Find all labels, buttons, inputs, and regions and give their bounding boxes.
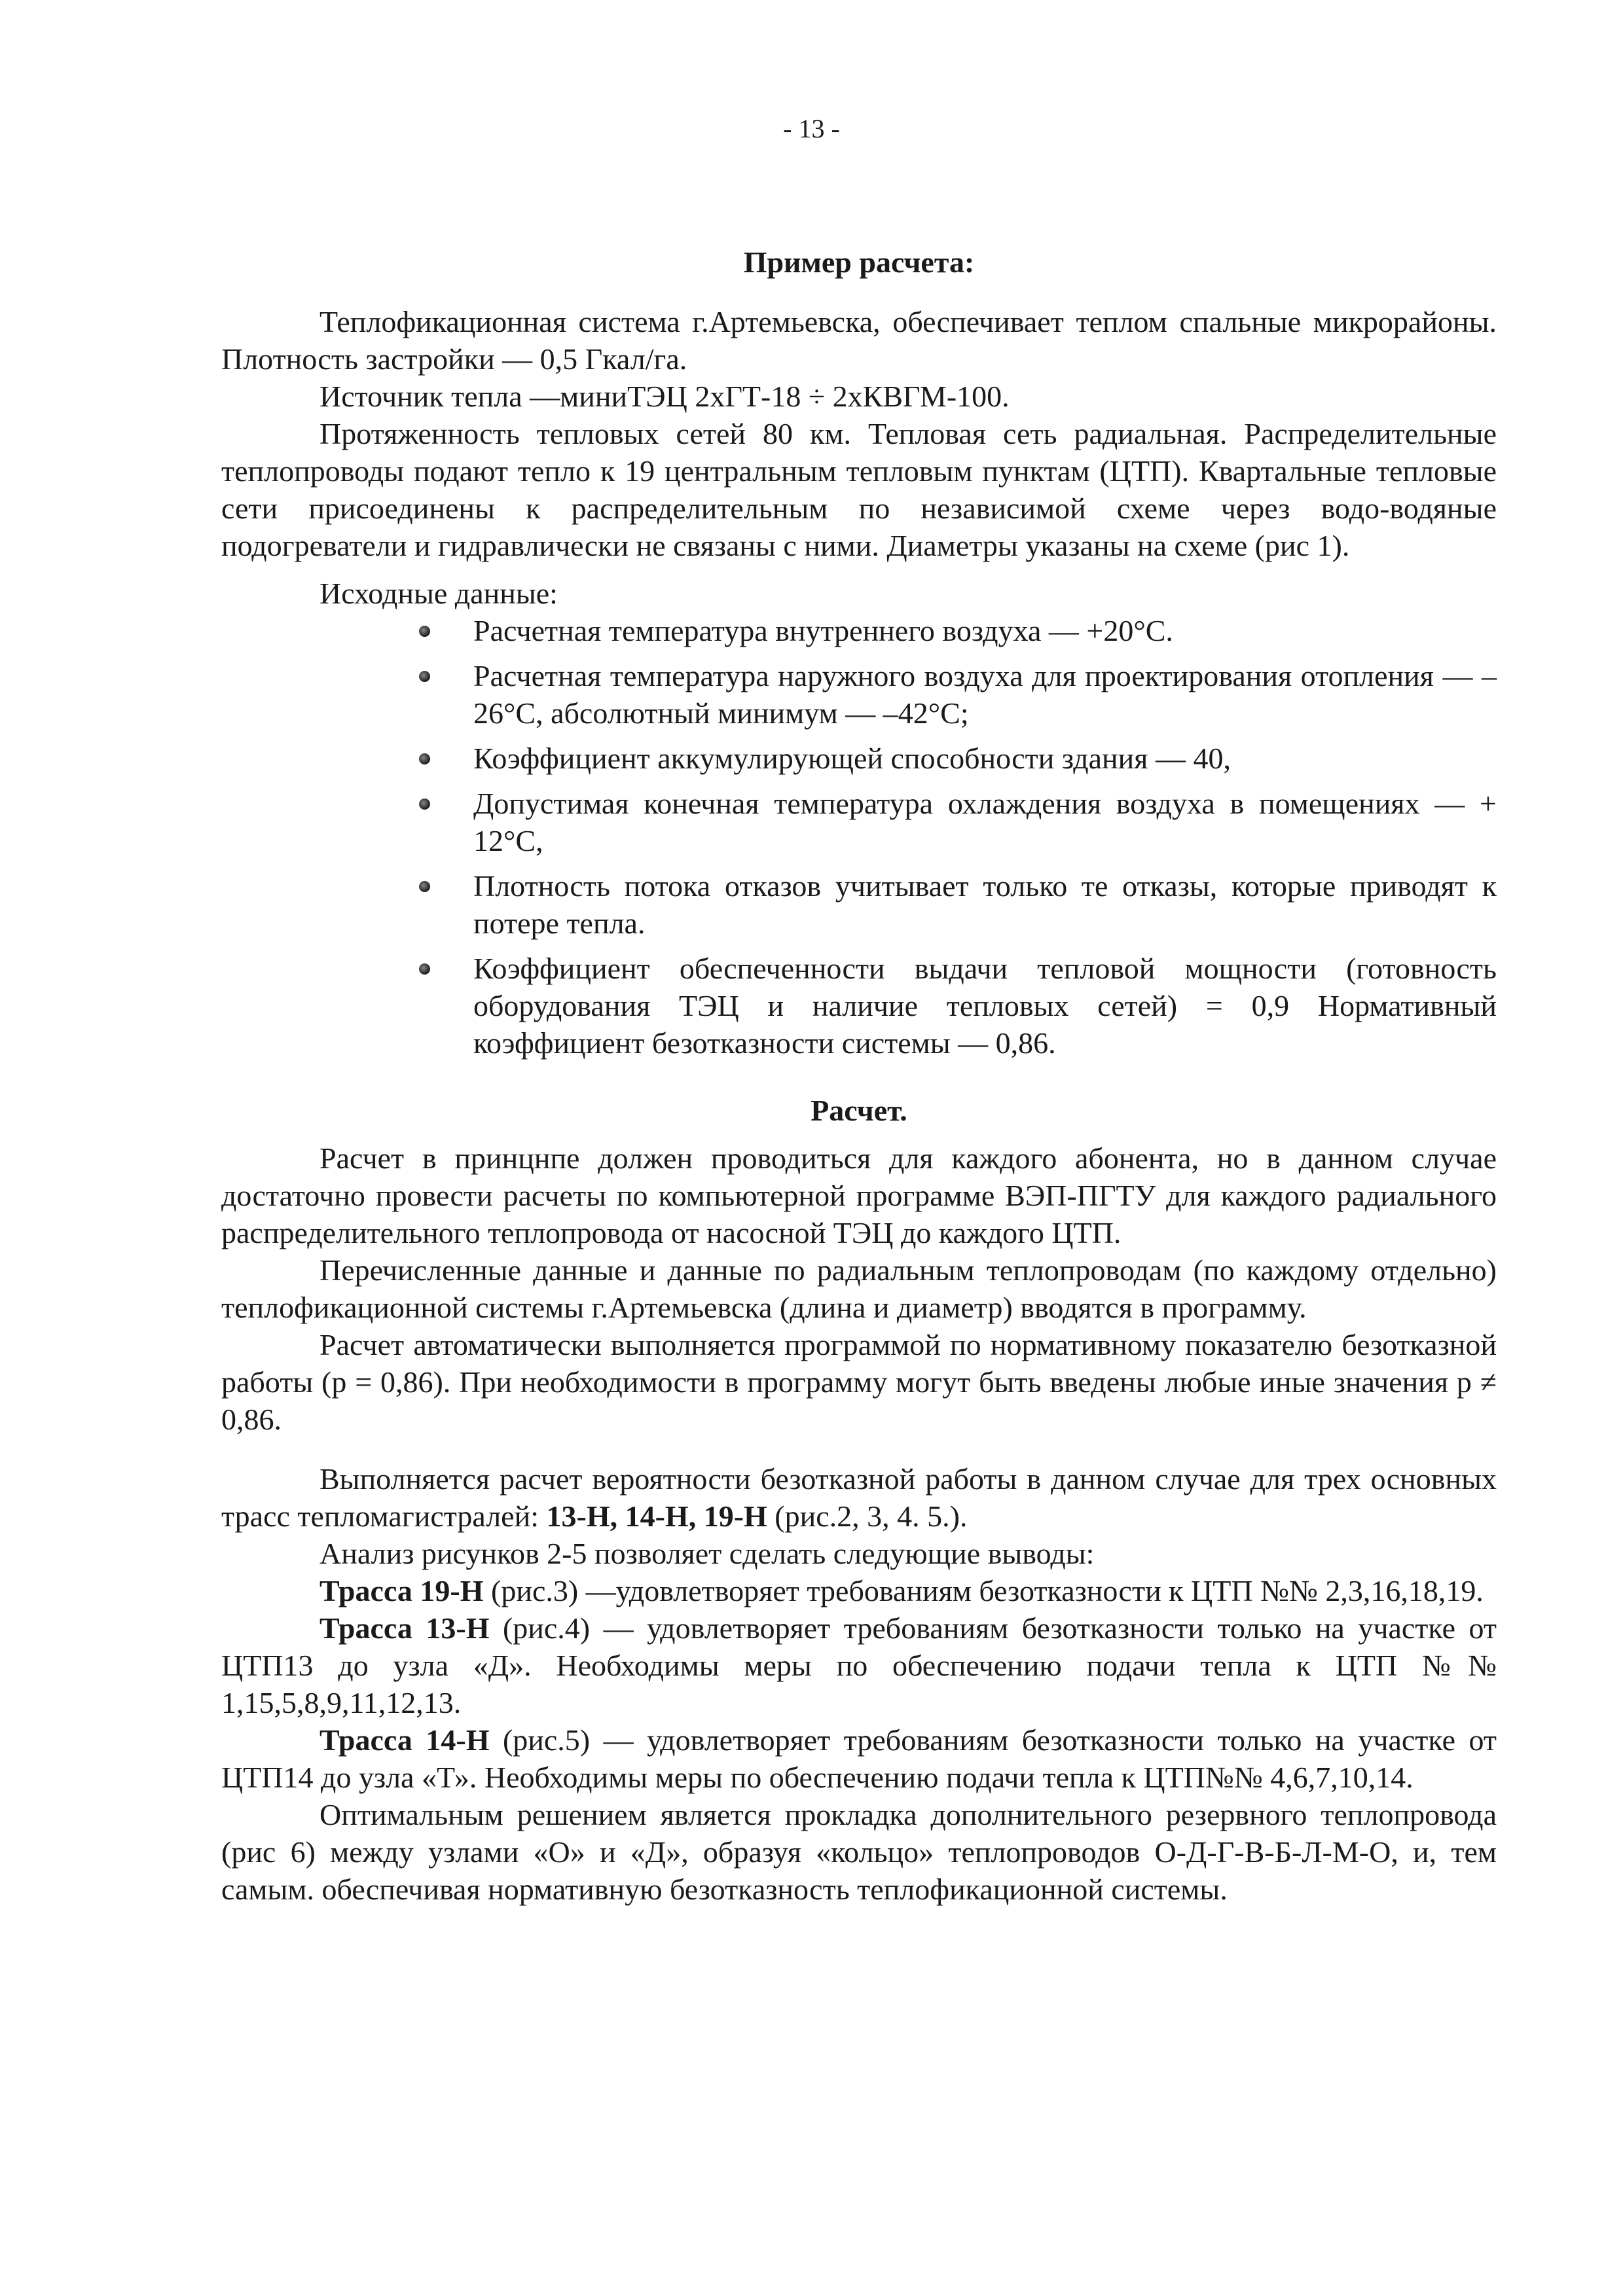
initial-data-label: Исходные данные: — [319, 577, 558, 610]
bullet-icon — [419, 671, 430, 682]
list-item: Расчетная температура наружного воздуха для проектирования отопления — –26°С, абсолютный минимум — –42°С; — [221, 657, 1497, 732]
intro-paragraph: Источник тепла —миниТЭЦ 2хГТ-18 ÷ 2хКВГМ-100. — [319, 380, 1010, 413]
page-content — [221, 243, 1497, 1908]
bullet-icon — [419, 626, 430, 637]
intro-paragraph: Теплофикационная система г.Артемьевска, обеспечивает теплом спальные микрорайоны. Плотность застройки — 0,5 Гкал/га. — [221, 305, 1497, 376]
list-item: Коэффициент обеспеченности выдачи тепловой мощности (готовность оборудования ТЭЦ и наличие тепловых сетей) = 0,9 Нормативный коэффициент безотказности системы — 0,86. — [221, 950, 1497, 1062]
intro-paragraph: Протяженность тепловых сетей 80 км. Тепловая сеть радиальная. Распределительные теплопроводы подают тепло к 19 центральным тепловым пунктам (ЦТП). Квартальные тепловые сети присоединены к распределительным по независимой схеме через водо-водяные подогреватели и гидравлически не связаны с ними. Диаметры указаны на схеме (рис 1). — [221, 417, 1497, 562]
calc-paragraph: Расчет автоматически выполняется программой по нормативному показателю безотказной работы (р = 0,86). При необходимости в программу могут быть введены любые иные значения р ≠ 0,86. — [221, 1328, 1497, 1436]
initial-data-list — [221, 612, 1497, 1062]
route-paragraph: Трасса 19-Н (рис.3) —удовлетворяет требованиям безотказности к ЦТП №№ 2,3,16,18,19. — [319, 1574, 1484, 1607]
analysis-paragraph: Анализ рисунков 2-5 позволяет сделать следующие выводы: — [319, 1537, 1095, 1570]
list-item: Коэффициент аккумулирующей способности здания — 40, — [221, 740, 1497, 777]
route-paragraph: Трасса 13-Н (рис.4) — удовлетворяет требованиям безотказности только на участке от ЦТП13 до узла «Д». Необходимы меры по обеспечению подачи тепла к ЦТП №№ 1,15,5,8,9,11,12,13. — [221, 1611, 1497, 1719]
calc-paragraph: Расчет в принцнпе должен проводиться для каждого абонента, но в данном случае достаточно провести расчеты по компьютерной программе ВЭП-ПГТУ для каждого радиального распределительного теплопровода от насосной ТЭЦ до каждого ЦТП. — [221, 1141, 1497, 1249]
list-item: Допустимая конечная температура охлаждения воздуха в помещениях — + 12°С, — [221, 785, 1497, 859]
bullet-icon — [419, 753, 430, 764]
bullet-icon — [419, 963, 430, 975]
bullet-icon — [419, 881, 430, 892]
list-item: Плотность потока отказов учитывает только те отказы, которые приводят к потере тепла. — [221, 867, 1497, 942]
routes-intro-paragraph: Выполняется расчет вероятности безотказной работы в данном случае для трех основных трасс тепломагистралей: 13-Н, 14-Н, 19-Н (рис.2, 3, 4. 5.). — [221, 1462, 1497, 1533]
heading-calc: Расчет. — [811, 1094, 907, 1127]
conclusion-paragraph: Оптимальным решением является прокладка дополнительного резервного теплопровода (рис 6) между узлами «О» и «Д», образуя «кольцо» теплопроводов О-Д-Г-В-Б-Л-М-О, и, тем самым. обеспечивая нормативную безотказность теплофикационной системы. — [221, 1798, 1497, 1906]
route-paragraph: Трасса 14-Н (рис.5) — удовлетворяет требованиям безотказности только на участке от ЦТП14 до узла «Т». Необходимы меры по обеспечению подачи тепла к ЦТП№№ 4,6,7,10,14. — [221, 1723, 1497, 1794]
heading-example: Пример расчета: — [743, 245, 975, 279]
page-number: - 13 - — [783, 114, 840, 143]
calc-paragraph: Перечисленные данные и данные по радиальным теплопроводам (по каждому отдельно) теплофикационной системы г.Артемьевска (длина и диаметр) вводятся в программу. — [221, 1253, 1497, 1324]
list-item: Расчетная температура внутреннего воздуха — +20°С. — [221, 612, 1497, 649]
bullet-icon — [419, 798, 430, 810]
